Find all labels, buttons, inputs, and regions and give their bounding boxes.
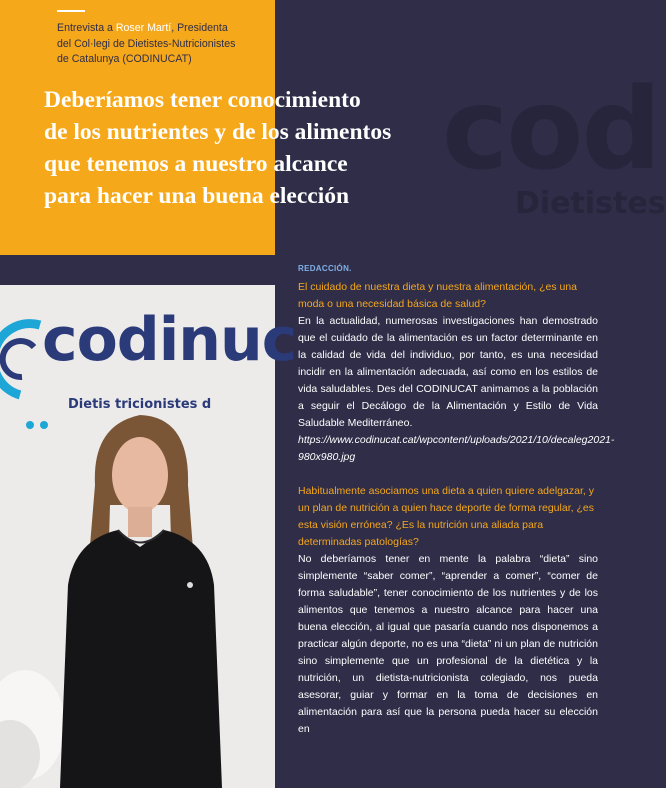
intro-prefix: Entrevista a xyxy=(57,22,116,34)
answer-1: En la actualidad, numerosas investigaciones han demostrado que el cuidado de la alimentación es un factor determinante en la calidad de vida del individuo, por tanto, es una necesidad incidir en la alimentación adecuada, así como en los estilos de vida saludables. Des del CODINUCAT animamos a la población a seguir el Decálogo de la Alimentación y Estilo de Vida Saludable Mediterráneo. xyxy=(298,315,598,429)
header-rule xyxy=(57,10,85,12)
headline-line-2: de los nutrientes y de los alimentos xyxy=(44,119,392,145)
article-body xyxy=(298,263,615,738)
answer-2: No deberíamos tener en mente la palabra “dieta” sino simplemente “saber comer”, “aprender a comer”, “comer de forma saludable”, tener conocimiento de los nutrientes y de los alimentos que tenemos a nuestro alcance para hacer una buena elección, al igual que pasaría cuando nos disponemos a practicar algún deporte, no es una “dieta” ni un plan de nutrición sino simplemente que un profesional de la dietética y la nutrición, un dietista-nutricionista colegiado, nos pueda asesorar, guiar y formar en la toma de decisiones en alimentación para así que la persona pueda hacer su elección en xyxy=(298,553,598,735)
intro-role: , Presidenta xyxy=(171,22,228,34)
question-2: Habitualmente asociamos una dieta a quien quiere adelgazar, y un plan de nutrición a quien hace deporte de forma regular, ¿es esta visión errónea? ¿Es la nutrición una aliada para determinadas patologías? xyxy=(298,485,594,548)
section-label: REDACCIÓN. xyxy=(298,264,352,273)
question-1: El cuidado de nuestra dieta y nuestra alimentación, ¿es una moda o una necesidad básica de salud? xyxy=(298,281,578,310)
headline-line-1: Deberíamos tener conocimiento xyxy=(44,87,361,113)
photo-wall-logo: codinuc xyxy=(42,305,297,375)
intro-line-2: del Col·legi de Dietistes-Nutricionistes xyxy=(57,37,236,50)
portrait-photo xyxy=(0,285,297,788)
headline-line-3: que tenemos a nuestro alcance xyxy=(44,151,348,177)
decalogue-link[interactable]: https://www.codinucat.cat/wpcontent/uploads/2021/10/decaleg2021-980x980.jpg xyxy=(298,434,615,463)
intro-line-3: de Catalunya (CODINUCAT) xyxy=(57,53,192,65)
paragraph-gap xyxy=(298,466,598,483)
photo-wall-logo-text: Dietis tricionistes d xyxy=(68,397,212,412)
interviewee-name: Roser Martí xyxy=(115,22,172,34)
background-logo-text: Dietistes xyxy=(515,186,666,221)
headline xyxy=(44,84,514,212)
interview-intro xyxy=(57,21,297,68)
background-logo-mark: cod xyxy=(442,65,660,195)
headline-line-4: para hacer una buena elección xyxy=(44,183,350,209)
